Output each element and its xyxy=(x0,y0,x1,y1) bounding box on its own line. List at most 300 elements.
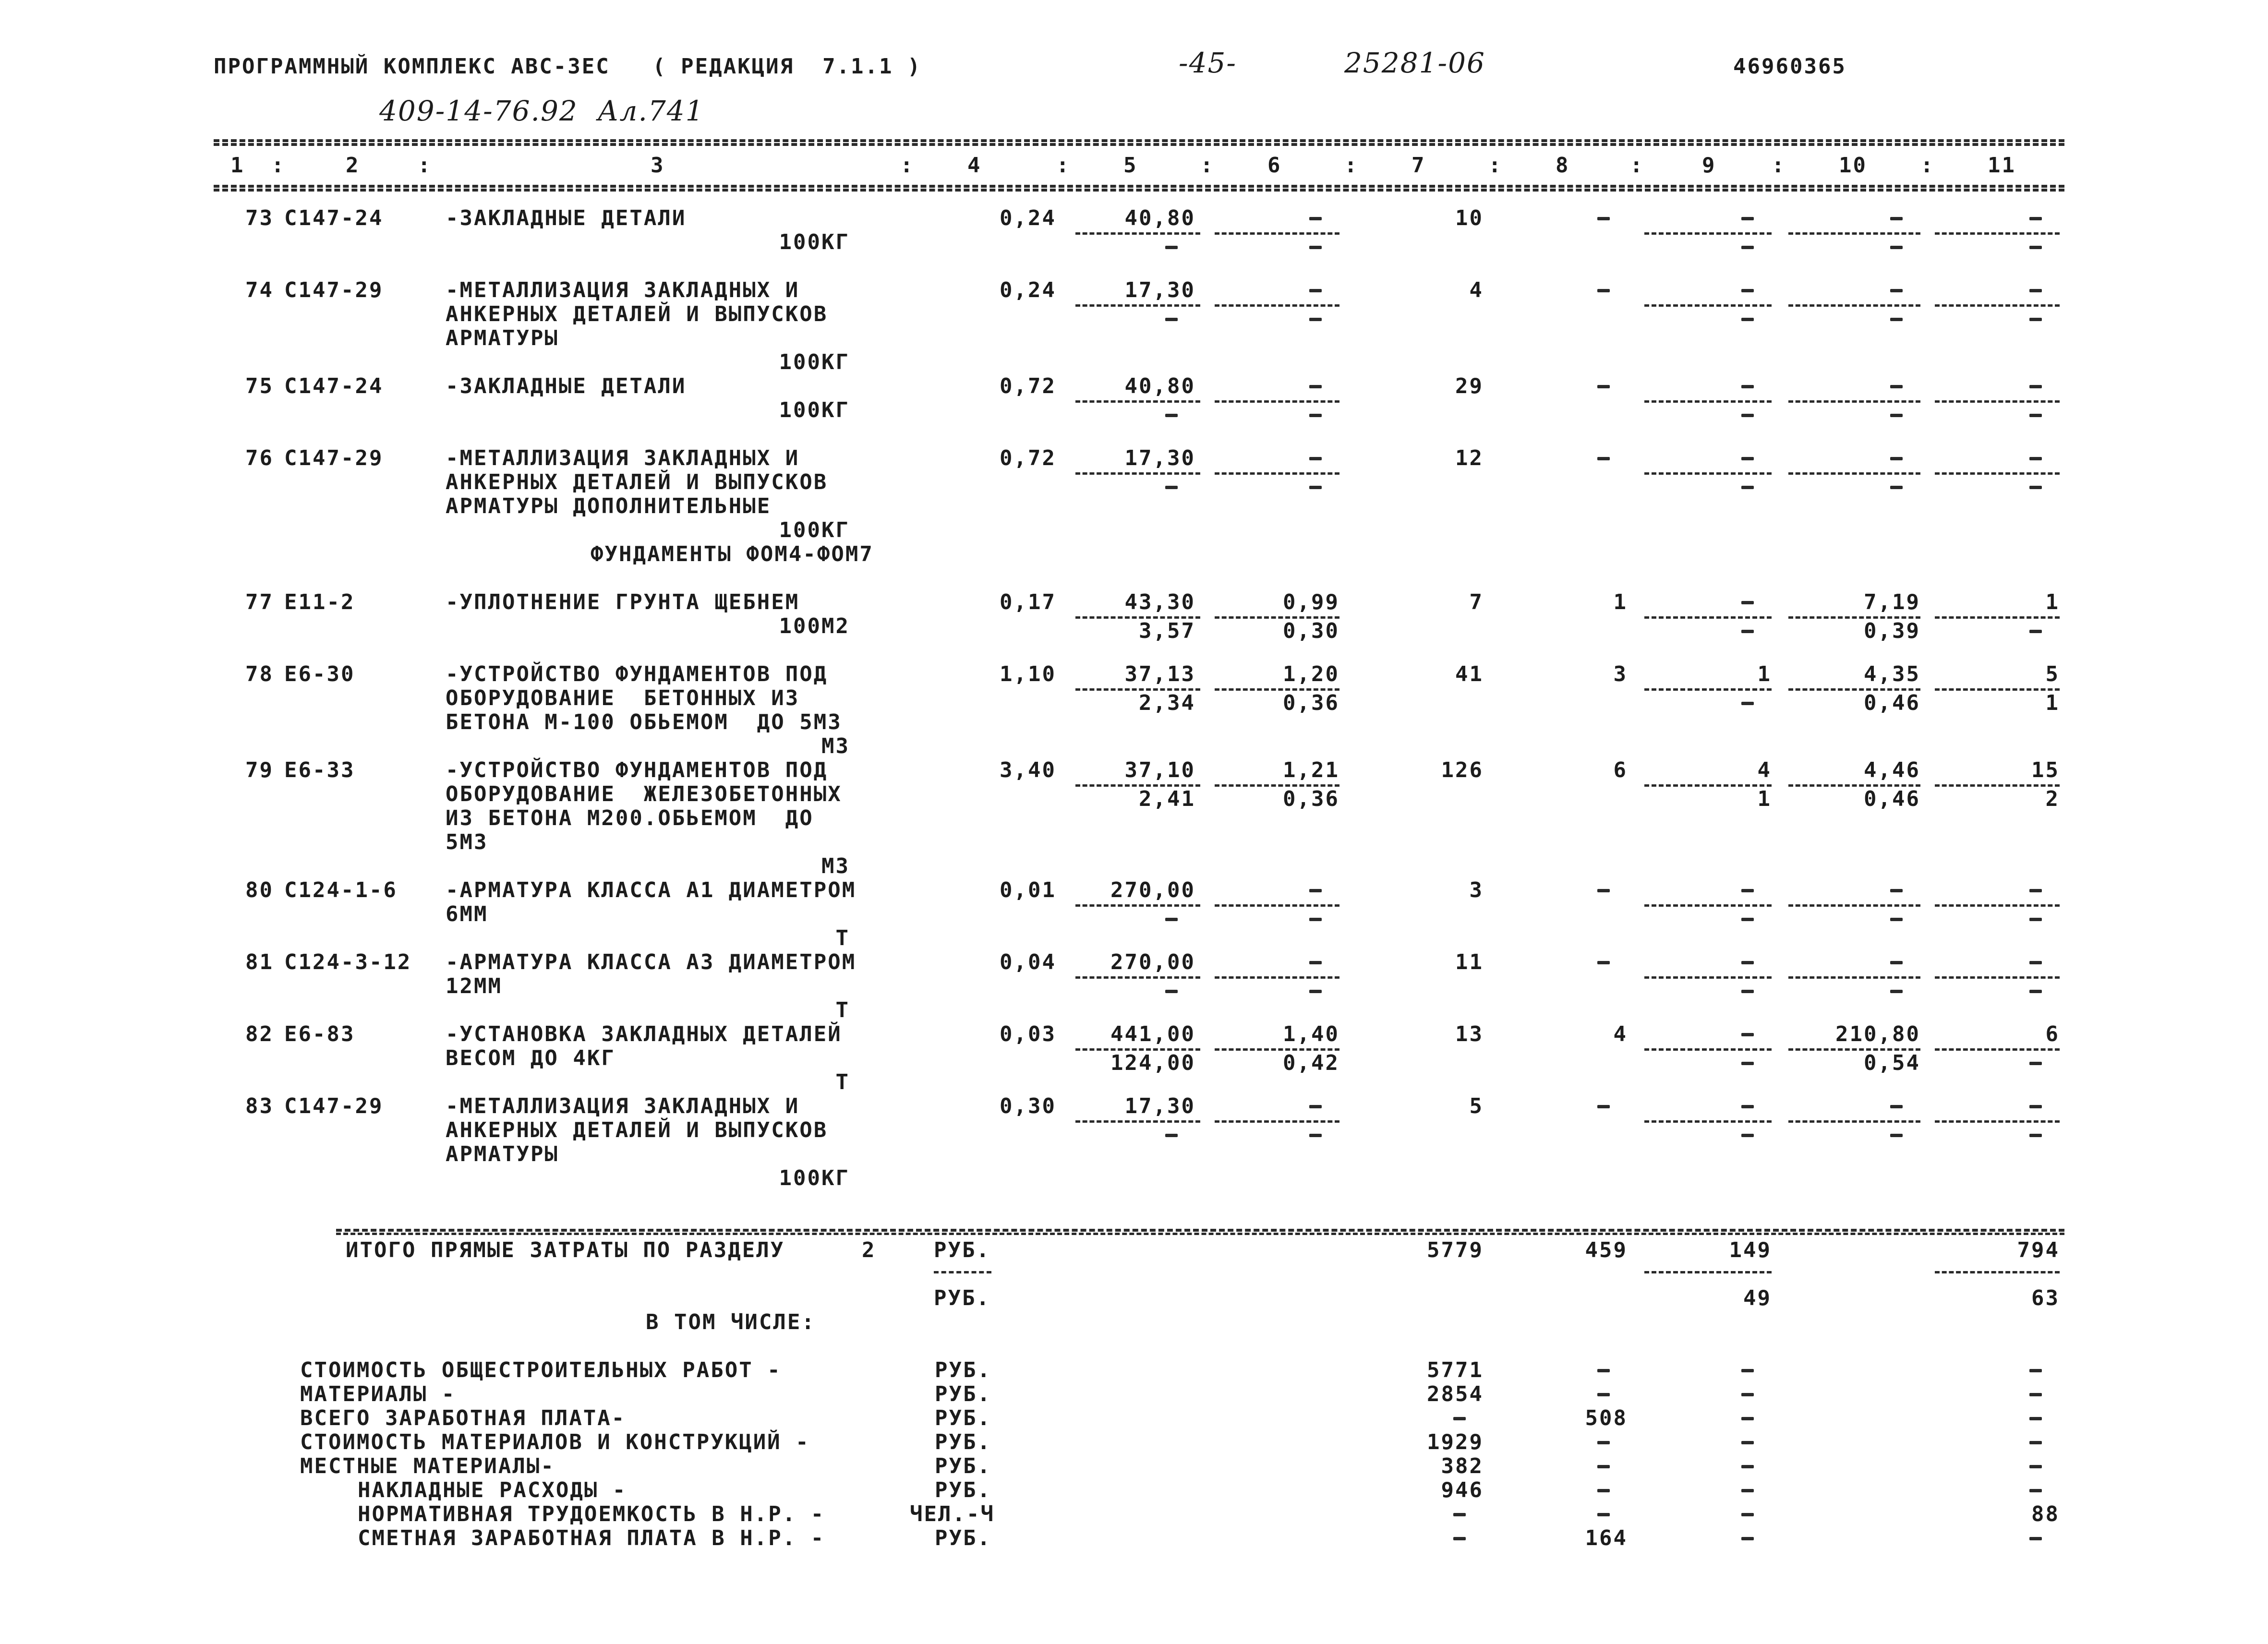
c9-dash xyxy=(1741,601,1754,604)
col-sep: : xyxy=(1200,153,1215,178)
totals-currency: РУБ. xyxy=(934,1238,990,1262)
rate-code: С124-3-12 xyxy=(284,950,412,974)
row-number: 74 xyxy=(245,278,274,302)
c8-dash xyxy=(1597,217,1610,220)
c8-dash xyxy=(1597,457,1610,460)
col-10: 10 xyxy=(1839,153,1867,178)
c5-underline xyxy=(1075,232,1200,235)
summary-unit: РУБ. xyxy=(935,1454,991,1478)
summary-c8: 508 xyxy=(1585,1406,1628,1430)
c6-dash xyxy=(1309,385,1322,388)
unit-of-measure: М3 xyxy=(821,734,850,758)
c9-secondary-dash xyxy=(1741,1062,1754,1065)
c7-value: 10 xyxy=(1455,206,1484,230)
quantity: 1,10 xyxy=(1000,662,1056,686)
c5-secondary-dash xyxy=(1165,918,1178,921)
c11-underline xyxy=(1935,1120,2060,1123)
c10-secondary-dash xyxy=(1890,1134,1903,1137)
totals-col11-underline xyxy=(1935,1271,2060,1273)
quantity: 3,40 xyxy=(1000,758,1056,782)
quantity: 0,04 xyxy=(1000,950,1056,974)
c6-value: 0,99 xyxy=(1283,590,1339,614)
summary-c8-dash xyxy=(1597,1441,1610,1444)
work-description: 6ММ xyxy=(446,902,488,926)
c9-underline xyxy=(1644,688,1772,691)
c11-underline xyxy=(1935,784,2060,787)
c6-secondary-dash xyxy=(1309,318,1322,321)
c9-underline xyxy=(1644,784,1772,787)
c9-dash xyxy=(1741,457,1754,460)
quantity: 0,72 xyxy=(1000,446,1056,470)
c10-secondary-dash xyxy=(1890,990,1903,993)
c9-secondary-dash xyxy=(1741,990,1754,993)
c11-secondary-dash xyxy=(2029,486,2042,489)
rate-code: Е11-2 xyxy=(284,590,355,614)
rate-code: С147-29 xyxy=(284,1094,384,1118)
unit-of-measure: Т xyxy=(835,998,850,1022)
c9-dash xyxy=(1741,289,1754,292)
work-description: 12ММ xyxy=(446,974,502,998)
summary-c11-dash xyxy=(2029,1441,2042,1444)
c9-underline xyxy=(1644,904,1772,907)
summary-c9-dash xyxy=(1741,1513,1754,1516)
rate-code: С147-24 xyxy=(284,206,384,230)
c5-underline xyxy=(1075,304,1200,307)
c10-underline xyxy=(1788,904,1920,907)
c7-value: 12 xyxy=(1455,446,1484,470)
c11-secondary-dash xyxy=(2029,990,2042,993)
c6-dash xyxy=(1309,1105,1322,1108)
quantity: 0,24 xyxy=(1000,206,1056,230)
c10-underline xyxy=(1788,232,1920,235)
summary-label: МАТЕРИАЛЫ - xyxy=(300,1382,456,1406)
summary-c11-dash xyxy=(2029,1537,2042,1540)
c5-secondary-dash xyxy=(1165,1134,1178,1137)
c6-underline xyxy=(1215,1120,1339,1123)
col-5: 5 xyxy=(1123,153,1138,178)
col-sep: : xyxy=(1920,153,1935,178)
top-rule xyxy=(214,139,2064,142)
rate-code: Е6-83 xyxy=(284,1022,355,1046)
row-number: 83 xyxy=(245,1094,274,1118)
c11-underline xyxy=(1935,400,2060,403)
summary-c7: 946 xyxy=(1441,1478,1484,1502)
row-number: 79 xyxy=(245,758,274,782)
rate-code: Е6-33 xyxy=(284,758,355,782)
unit-of-measure: Т xyxy=(835,1070,850,1094)
c7-value: 29 xyxy=(1455,374,1484,398)
summary-c9-dash xyxy=(1741,1465,1754,1468)
c6-dash xyxy=(1309,961,1322,964)
work-description: -АРМАТУРА КЛАССА А3 ДИАМЕТРОМ xyxy=(446,950,857,974)
col-sep: : xyxy=(1488,153,1503,178)
c10-secondary: 0,39 xyxy=(1864,619,1920,643)
c9-underline xyxy=(1644,1120,1772,1123)
including-label: В ТОМ ЧИСЛЕ: xyxy=(646,1310,816,1334)
c11-dash xyxy=(2029,289,2042,292)
c5-value: 40,80 xyxy=(1124,206,1195,230)
totals-col9: 149 xyxy=(1729,1238,1772,1262)
c10-dash xyxy=(1890,1105,1903,1108)
c9-secondary-dash xyxy=(1741,318,1754,321)
c10-secondary-dash xyxy=(1890,318,1903,321)
c6-secondary-dash xyxy=(1309,486,1322,489)
program-title: ПРОГРАММНЫЙ КОМПЛЕКС АВС-3ЕС ( РЕДАКЦИЯ 7.1.1 ) xyxy=(214,54,922,79)
quantity: 0,24 xyxy=(1000,278,1056,302)
summary-label: ВСЕГО ЗАРАБОТНАЯ ПЛАТА- xyxy=(300,1406,626,1430)
summary-label: СМЕТНАЯ ЗАРАБОТНАЯ ПЛАТА В Н.Р. - xyxy=(358,1526,825,1550)
c10-underline xyxy=(1788,1120,1920,1123)
c11-value: 15 xyxy=(2031,758,2060,782)
c5-secondary: 2,34 xyxy=(1139,691,1195,715)
c11-secondary-dash xyxy=(2029,630,2042,633)
quantity: 0,30 xyxy=(1000,1094,1056,1118)
c11-underline xyxy=(1935,304,2060,307)
c9-dash xyxy=(1741,385,1754,388)
summary-label: СТОИМОСТЬ ОБЩЕСТРОИТЕЛЬНЫХ РАБОТ - xyxy=(300,1358,782,1382)
top-rule-2 xyxy=(214,143,2064,146)
summary-c9-dash xyxy=(1741,1393,1754,1396)
c9-underline xyxy=(1644,616,1772,619)
unit-of-measure: 100КГ xyxy=(779,518,850,542)
summary-unit: РУБ. xyxy=(935,1478,991,1502)
document-code: 46960365 xyxy=(1733,54,1846,79)
c9-secondary-dash xyxy=(1741,414,1754,417)
c11-dash xyxy=(2029,217,2042,220)
quantity: 0,72 xyxy=(1000,374,1056,398)
c8-dash xyxy=(1597,385,1610,388)
work-description: -УСТРОЙСТВО ФУНДАМЕНТОВ ПОД xyxy=(446,758,828,782)
c7-value: 13 xyxy=(1455,1022,1484,1046)
totals-rule-2 xyxy=(336,1233,2064,1235)
c10-value: 210,80 xyxy=(1835,1022,1920,1046)
c9-underline xyxy=(1644,304,1772,307)
rate-code: С147-29 xyxy=(284,278,384,302)
col-6: 6 xyxy=(1267,153,1282,178)
c8-dash xyxy=(1597,961,1610,964)
summary-c9-dash xyxy=(1741,1441,1754,1444)
row-number: 82 xyxy=(245,1022,274,1046)
quantity: 0,01 xyxy=(1000,878,1056,902)
col-3: 3 xyxy=(651,153,665,178)
c11-underline xyxy=(1935,472,2060,475)
summary-c8-dash xyxy=(1597,1513,1610,1516)
col-sep: : xyxy=(900,153,915,178)
work-description: ВЕСОМ ДО 4КГ xyxy=(446,1046,615,1070)
c9-dash xyxy=(1741,217,1754,220)
c6-secondary-dash xyxy=(1309,918,1322,921)
c10-secondary: 0,54 xyxy=(1864,1051,1920,1075)
totals-col7: 5779 xyxy=(1427,1238,1484,1262)
totals-currency-underline xyxy=(934,1271,991,1273)
c11-secondary-dash xyxy=(2029,1134,2042,1137)
summary-c8-dash xyxy=(1597,1465,1610,1468)
c5-value: 17,30 xyxy=(1124,446,1195,470)
c6-secondary-dash xyxy=(1309,990,1322,993)
c7-value: 5 xyxy=(1469,1094,1484,1118)
c11-value: 6 xyxy=(2045,1022,2060,1046)
c11-dash xyxy=(2029,385,2042,388)
c5-value: 37,13 xyxy=(1124,662,1195,686)
col-4: 4 xyxy=(967,153,982,178)
quantity: 0,03 xyxy=(1000,1022,1056,1046)
col-sep: : xyxy=(1344,153,1359,178)
summary-c7-dash xyxy=(1453,1417,1466,1420)
c6-dash xyxy=(1309,217,1322,220)
c5-underline xyxy=(1075,400,1200,403)
work-description: -МЕТАЛЛИЗАЦИЯ ЗАКЛАДНЫХ И xyxy=(446,446,800,470)
summary-c7-dash xyxy=(1453,1513,1466,1516)
work-description: -УПЛОТНЕНИЕ ГРУНТА ЩЕБНЕМ xyxy=(446,590,800,614)
summary-c8-dash xyxy=(1597,1393,1610,1396)
c6-dash xyxy=(1309,889,1322,892)
c10-value: 4,46 xyxy=(1864,758,1920,782)
col-2: 2 xyxy=(346,153,360,178)
c5-secondary: 2,41 xyxy=(1139,787,1195,811)
c10-secondary-dash xyxy=(1890,918,1903,921)
c11-value: 5 xyxy=(2045,662,2060,686)
work-description: АНКЕРНЫХ ДЕТАЛЕЙ И ВЫПУСКОВ xyxy=(446,470,828,494)
c5-value: 441,00 xyxy=(1110,1022,1195,1046)
summary-c11-dash xyxy=(2029,1417,2042,1420)
work-description: ОБОРУДОВАНИЕ БЕТОННЫХ ИЗ xyxy=(446,686,800,710)
summary-label: МЕСТНЫЕ МАТЕРИАЛЫ- xyxy=(300,1454,555,1478)
c10-underline xyxy=(1788,976,1920,979)
totals-currency-2: РУБ. xyxy=(934,1286,990,1310)
summary-c7: 1929 xyxy=(1427,1430,1484,1454)
work-description: ОБОРУДОВАНИЕ ЖЕЛЕЗОБЕТОННЫХ xyxy=(446,782,842,806)
c6-value: 1,20 xyxy=(1283,662,1339,686)
totals-col11-b: 63 xyxy=(2031,1286,2060,1310)
totals-col9-underline xyxy=(1644,1271,1772,1273)
c11-secondary-dash xyxy=(2029,1062,2042,1065)
c10-secondary-dash xyxy=(1890,486,1903,489)
c9-value: 1 xyxy=(1757,662,1772,686)
c9-dash xyxy=(1741,1033,1754,1036)
summary-unit: РУБ. xyxy=(935,1406,991,1430)
rate-code: С124-1-6 xyxy=(284,878,398,902)
c9-underline xyxy=(1644,1048,1772,1051)
c6-underline xyxy=(1215,400,1339,403)
c7-value: 41 xyxy=(1455,662,1484,686)
c7-value: 4 xyxy=(1469,278,1484,302)
summary-c8-dash xyxy=(1597,1369,1610,1372)
c6-secondary: 0,30 xyxy=(1283,619,1339,643)
c5-value: 43,30 xyxy=(1124,590,1195,614)
c5-value: 270,00 xyxy=(1110,878,1195,902)
document-number: 25281-06 xyxy=(1344,47,1485,79)
c5-value: 37,10 xyxy=(1124,758,1195,782)
c6-underline xyxy=(1215,976,1339,979)
work-description: -АРМАТУРА КЛАССА А1 ДИАМЕТРОМ xyxy=(446,878,857,902)
c6-underline xyxy=(1215,472,1339,475)
c9-underline xyxy=(1644,472,1772,475)
unit-of-measure: 100КГ xyxy=(779,350,850,374)
c5-value: 270,00 xyxy=(1110,950,1195,974)
row-number: 75 xyxy=(245,374,274,398)
work-description: 5М3 xyxy=(446,830,488,854)
summary-c7-dash xyxy=(1453,1537,1466,1540)
c6-secondary: 0,36 xyxy=(1283,787,1339,811)
c10-underline xyxy=(1788,472,1920,475)
c6-secondary-dash xyxy=(1309,414,1322,417)
c11-underline xyxy=(1935,232,2060,235)
c9-secondary: 1 xyxy=(1757,787,1772,811)
c8-value: 4 xyxy=(1613,1022,1628,1046)
c11-secondary-dash xyxy=(2029,414,2042,417)
c5-secondary: 124,00 xyxy=(1110,1051,1195,1075)
c10-dash xyxy=(1890,961,1903,964)
c8-value: 3 xyxy=(1613,662,1628,686)
summary-c9-dash xyxy=(1741,1489,1754,1492)
c10-secondary: 0,46 xyxy=(1864,691,1920,715)
summary-c9-dash xyxy=(1741,1369,1754,1372)
c9-secondary-dash xyxy=(1741,702,1754,705)
unit-of-measure: 100М2 xyxy=(779,614,850,638)
c10-underline xyxy=(1788,400,1920,403)
c9-underline xyxy=(1644,232,1772,235)
work-description: -УСТРОЙСТВО ФУНДАМЕНТОВ ПОД xyxy=(446,662,828,686)
unit-of-measure: 100КГ xyxy=(779,230,850,254)
c9-secondary-dash xyxy=(1741,486,1754,489)
unit-of-measure: 100КГ xyxy=(779,398,850,422)
col-7: 7 xyxy=(1411,153,1426,178)
c11-underline xyxy=(1935,616,2060,619)
summary-unit: ЧЕЛ.-Ч xyxy=(910,1502,995,1526)
col-sep: : xyxy=(1056,153,1071,178)
work-description: БЕТОНА М-100 ОБЬЕМОМ ДО 5М3 xyxy=(446,710,842,734)
c10-underline xyxy=(1788,304,1920,307)
c9-dash xyxy=(1741,1105,1754,1108)
c5-secondary-dash xyxy=(1165,414,1178,417)
c5-value: 17,30 xyxy=(1124,278,1195,302)
summary-unit: РУБ. xyxy=(935,1526,991,1550)
quantity: 0,17 xyxy=(1000,590,1056,614)
summary-label: НАКЛАДНЫЕ РАСХОДЫ - xyxy=(358,1478,627,1502)
c10-dash xyxy=(1890,889,1903,892)
c11-dash xyxy=(2029,1105,2042,1108)
summary-unit: РУБ. xyxy=(935,1358,991,1382)
c9-secondary-dash xyxy=(1741,918,1754,921)
work-description: АНКЕРНЫХ ДЕТАЛЕЙ И ВЫПУСКОВ xyxy=(446,302,828,326)
c6-secondary: 0,42 xyxy=(1283,1051,1339,1075)
c9-secondary-dash xyxy=(1741,630,1754,633)
c7-value: 126 xyxy=(1441,758,1484,782)
work-description: -МЕТАЛЛИЗАЦИЯ ЗАКЛАДНЫХ И xyxy=(446,1094,800,1118)
work-description: -ЗАКЛАДНЫЕ ДЕТАЛИ xyxy=(446,374,687,398)
work-description: -ЗАКЛАДНЫЕ ДЕТАЛИ xyxy=(446,206,687,230)
c5-secondary: 3,57 xyxy=(1139,619,1195,643)
c6-underline xyxy=(1215,304,1339,307)
summary-c11-dash xyxy=(2029,1393,2042,1396)
col-8: 8 xyxy=(1556,153,1570,178)
c5-underline xyxy=(1075,904,1200,907)
col-sep: : xyxy=(418,153,432,178)
summary-c11-dash xyxy=(2029,1465,2042,1468)
c10-dash xyxy=(1890,385,1903,388)
col-1: 1 xyxy=(230,153,245,178)
c9-value: 4 xyxy=(1757,758,1772,782)
col-sep: : xyxy=(1772,153,1786,178)
c11-underline xyxy=(1935,976,2060,979)
c8-dash xyxy=(1597,889,1610,892)
totals-col9-b: 49 xyxy=(1743,1286,1772,1310)
c5-underline xyxy=(1075,1120,1200,1123)
c9-secondary-dash xyxy=(1741,1134,1754,1137)
totals-col11: 794 xyxy=(2017,1238,2060,1262)
c10-secondary-dash xyxy=(1890,246,1903,249)
rate-code: С147-24 xyxy=(284,374,384,398)
c9-dash xyxy=(1741,961,1754,964)
summary-label: НОРМАТИВНАЯ ТРУДОЕМКОСТЬ В Н.Р. - xyxy=(358,1502,825,1526)
summary-c11: 88 xyxy=(2031,1502,2060,1526)
c11-underline xyxy=(1935,904,2060,907)
c11-dash xyxy=(2029,457,2042,460)
c10-secondary: 0,46 xyxy=(1864,787,1920,811)
project-reference: 409-14-76.92 Ал.741 xyxy=(379,95,704,127)
summary-unit: РУБ. xyxy=(935,1382,991,1406)
c11-underline xyxy=(1935,1048,2060,1051)
c6-dash xyxy=(1309,457,1322,460)
unit-of-measure: Т xyxy=(835,926,850,950)
c5-value: 17,30 xyxy=(1124,1094,1195,1118)
c9-underline xyxy=(1644,400,1772,403)
c7-value: 11 xyxy=(1455,950,1484,974)
work-description: -УСТАНОВКА ЗАКЛАДНЫХ ДЕТАЛЕЙ xyxy=(446,1022,842,1046)
row-number: 78 xyxy=(245,662,274,686)
c5-secondary-dash xyxy=(1165,246,1178,249)
row-number: 81 xyxy=(245,950,274,974)
page-number: -45- xyxy=(1179,47,1237,79)
rate-code: С147-29 xyxy=(284,446,384,470)
summary-c9-dash xyxy=(1741,1417,1754,1420)
c5-secondary-dash xyxy=(1165,318,1178,321)
c5-underline xyxy=(1075,976,1200,979)
totals-rule xyxy=(336,1229,2064,1232)
c11-secondary: 1 xyxy=(2045,691,2060,715)
col-sep: : xyxy=(1630,153,1644,178)
summary-c7: 2854 xyxy=(1427,1382,1484,1406)
c11-dash xyxy=(2029,961,2042,964)
work-description: АРМАТУРЫ ДОПОЛНИТЕЛЬНЫЕ xyxy=(446,494,772,518)
section-subheading: ФУНДАМЕНТЫ ФОМ4-ФОМ7 xyxy=(591,542,874,566)
totals-label: ИТОГО ПРЯМЫЕ ЗАТРАТЫ ПО РАЗДЕЛУ xyxy=(346,1238,785,1262)
c11-dash xyxy=(2029,889,2042,892)
c6-underline xyxy=(1215,904,1339,907)
summary-c7: 382 xyxy=(1441,1454,1484,1478)
c11-secondary-dash xyxy=(2029,318,2042,321)
summary-c11-dash xyxy=(2029,1369,2042,1372)
c6-value: 1,21 xyxy=(1283,758,1339,782)
c11-secondary-dash xyxy=(2029,246,2042,249)
row-number: 80 xyxy=(245,878,274,902)
c9-underline xyxy=(1644,976,1772,979)
work-description: АРМАТУРЫ xyxy=(446,326,559,350)
c10-value: 7,19 xyxy=(1864,590,1920,614)
work-description: ИЗ БЕТОНА М200.ОБЬЕМОМ ДО xyxy=(446,806,814,830)
c9-secondary-dash xyxy=(1741,246,1754,249)
c8-dash xyxy=(1597,289,1610,292)
summary-c7: 5771 xyxy=(1427,1358,1484,1382)
c8-value: 6 xyxy=(1613,758,1628,782)
summary-c9-dash xyxy=(1741,1537,1754,1540)
c6-secondary-dash xyxy=(1309,246,1322,249)
c6-secondary: 0,36 xyxy=(1283,691,1339,715)
c5-secondary-dash xyxy=(1165,486,1178,489)
unit-of-measure: 100КГ xyxy=(779,1166,850,1190)
row-number: 77 xyxy=(245,590,274,614)
c7-value: 3 xyxy=(1469,878,1484,902)
